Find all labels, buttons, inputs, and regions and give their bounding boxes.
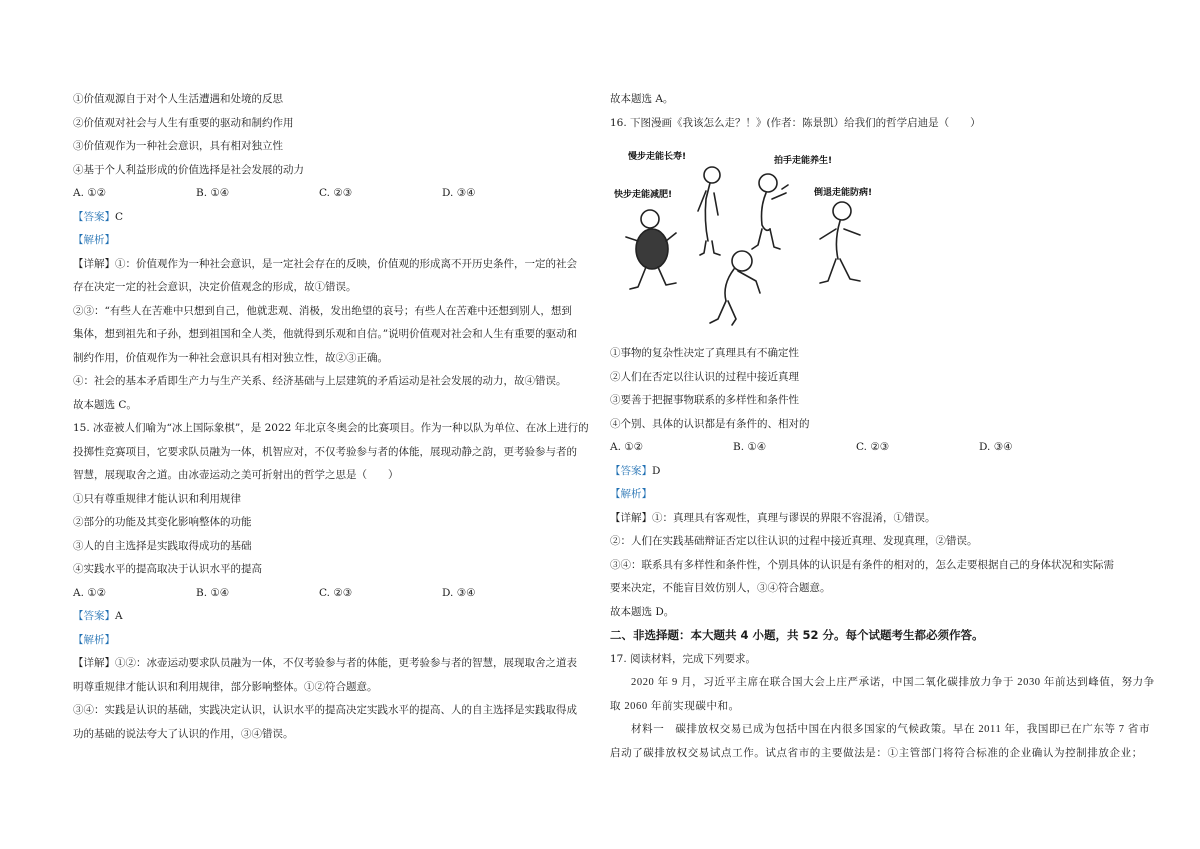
q17-material-3: 材料一 碳排放权交易已成为包括中国在内很多国家的气候政策。早在 2011 年，我国即已在广东等 7 省市 [631, 724, 1151, 735]
q16-choice-d: D. ③④ [979, 441, 1013, 453]
section-title: 二、非选择题：本大题共 4 小题，共 52 分。每个试题考生都必须作答。 [610, 628, 984, 642]
answer-value: D [652, 464, 661, 477]
right-column [610, 88, 1155, 765]
q16-option-1: ①事物的复杂性决定了真理具有不确定性 [610, 347, 799, 359]
q16-choice-a: A. ①② [610, 441, 644, 453]
q14-choice-a: A. ①② [73, 187, 107, 199]
q16-option-3: ③要善于把握事物联系的多样性和条件性 [610, 394, 799, 406]
q16-detail-2: ②：人们在实践基础辩证否定以往认识的过程中接近真理、发现真理，②错误。 [610, 535, 978, 547]
cartoon-figure-back [820, 202, 860, 283]
q14-choice-c: C. ②③ [319, 187, 353, 199]
q15-answer [73, 605, 593, 629]
q15-choice-b: B. ①④ [196, 586, 230, 599]
q15-choice-c: C. ②③ [319, 586, 353, 599]
left-column [73, 88, 593, 746]
answer-tag: 【答案】 [73, 610, 115, 622]
q15-detail-4: 功的基础的说法夸大了认识的作用，③④错误。 [73, 727, 294, 740]
q15-option-3: ③人的自主选择是实践取得成功的基础 [73, 539, 252, 552]
answer-tag: 【答案】 [73, 210, 115, 223]
q14-choice-b: B. ①④ [196, 187, 230, 199]
answer-value: C [115, 210, 124, 223]
q14-detail-5: 制约作用，价值观作为一种社会意识具有相对独立性，故②③正确。 [73, 351, 388, 364]
q16-detail-5: 故本题选 D。 [610, 605, 675, 618]
cartoon-image [610, 141, 900, 333]
answer-tag: 【答案】 [610, 464, 652, 477]
q15-stem-1: 15. 冰壶被人们喻为“冰上国际象棋”，是 2022 年北京冬奥会的比赛项目。作为一种以队为单位、在冰上进行的 [73, 422, 589, 434]
q14-answer [73, 206, 593, 230]
q15-detail-1: 【详解】①②：冰壶运动要求队员融为一体，不仅考验参与者的体能，更考验参与者的智慧，展现取舍之道表 [73, 657, 577, 669]
q16-option-2: ②人们在否定以往认识的过程中接近真理 [610, 370, 799, 383]
cartoon-label-slow: 慢步走能长寿! [628, 152, 687, 162]
cartoon-figure-clap [752, 174, 788, 249]
q15-choice-d: D. ③④ [442, 586, 476, 599]
q14-detail-1: 【详解】①：价值观作为一种社会意识，是一定社会存在的反映，价值观的形成离不开历史条件，一定的社会 [73, 257, 577, 270]
cartoon-figure-confused [710, 251, 760, 325]
q17-material-2: 取 2060 年前实现碳中和。 [610, 700, 740, 712]
q16-analysis-tag: 【解析】 [610, 488, 652, 500]
q15-option-4: ④实践水平的提高取决于认识水平的提高 [73, 563, 262, 575]
q15-analysis-tag: 【解析】 [73, 633, 115, 646]
q16-stem: 16. 下图漫画《我该怎么走？！》(作者：陈景凯）给我们的哲学启迪是（ ） [610, 116, 981, 129]
q14-detail-6: ④：社会的基本矛盾即生产力与生产关系、经济基础与上层建筑的矛盾运动是社会发展的动力，故④错误。 [73, 375, 567, 387]
q14-choice-d: D. ③④ [442, 187, 476, 199]
q15-detail-3: ③④：实践是认识的基础，实践决定认识，认识水平的提高决定实践水平的提高、人的自主选择是实践取得成 [73, 704, 577, 716]
cartoon-label-fast: 快步走能减肥! [614, 190, 673, 200]
q16-detail-1: 【详解】①：真理具有客观性，真理与谬误的界限不容混淆，①错误。 [610, 511, 936, 524]
q17-material-4: 启动了碳排放权交易试点工作。试点省市的主要做法是：①主管部门将符合标准的企业确认为控制排放企业； [610, 747, 1143, 759]
cartoon-figure-slow [698, 167, 720, 255]
q16-detail-4: 要来决定，不能盲目效仿别人，③④符合题意。 [610, 582, 831, 594]
q14-analysis-tag: 【解析】 [73, 234, 115, 246]
q14-detail-2: 存在决定一定的社会意识，决定价值观念的形成，故①错误。 [73, 281, 357, 293]
q14-option-1: ①价值观源自于对个人生活遭遇和处境的反思 [73, 93, 283, 105]
q15-choice-a: A. ①② [73, 586, 107, 599]
q16-choice-b: B. ①④ [733, 441, 767, 453]
q15-choices [73, 582, 593, 606]
q14-detail-7: 故本题选 C。 [73, 398, 137, 411]
q14-detail-4: 集体，想到祖先和子孙，想到祖国和全人类，他就得到乐观和自信。”说明价值观对社会和人生有重要的驱动和 [73, 328, 578, 340]
q15-stem-2: 投掷性竞赛项目，它要求队员融为一体，机智应对，不仅考验参与者的体能，展现动静之韵，更考验参与者的 [73, 445, 577, 458]
q16-choices [610, 436, 1130, 460]
q14-option-4: ④基于个人利益形成的价值选择是社会发展的动力 [73, 163, 304, 176]
q15-option-2: ②部分的功能及其变化影响整体的功能 [73, 516, 252, 528]
q14-choices [73, 182, 593, 206]
cartoon-label-back: 倒退走能防病! [814, 188, 873, 198]
cartoon-label-clap: 拍手走能养生! [774, 156, 833, 166]
q14-option-3: ③价值观作为一种社会意识，具有相对独立性 [73, 140, 283, 152]
answer-value: A [115, 610, 123, 622]
q17-material-1: 2020 年 9 月，习近平主席在联合国大会上庄严承诺，中国二氧化碳排放力争于 2030 年前达到峰值，努力争 [631, 677, 1155, 688]
q14-detail-3: ②③：“有些人在苦难中只想到自己，他就悲观、消极，发出绝望的哀号；有些人在苦难中还想到别人，想到 [73, 304, 572, 317]
q15-conclusion: 故本题选 A。 [610, 93, 674, 105]
q15-option-1: ①只有尊重规律才能认识和利用规律 [73, 492, 241, 505]
q15-stem-3: 智慧，展现取舍之道。由冰壶运动之美可折射出的哲学之思是（ ） [73, 469, 399, 481]
q16-choice-c: C. ②③ [856, 441, 890, 453]
q16-option-4: ④个别、具体的认识都是有条件的、相对的 [610, 417, 810, 430]
q17-stem: 17. 阅读材料，完成下列要求。 [610, 652, 757, 665]
q15-detail-2: 明尊重规律才能认识和利用规律，部分影响整体。①②符合题意。 [73, 680, 378, 693]
cartoon-figure-fast [626, 210, 676, 289]
q14-option-2: ②价值观对社会与人生有重要的驱动和制约作用 [73, 116, 294, 129]
q16-answer [610, 460, 1130, 484]
q16-detail-3: ③④：联系具有多样性和条件性，个别具体的认识是有条件的相对的，怎么走要根据自己的身体状况和实际需 [610, 558, 1114, 571]
